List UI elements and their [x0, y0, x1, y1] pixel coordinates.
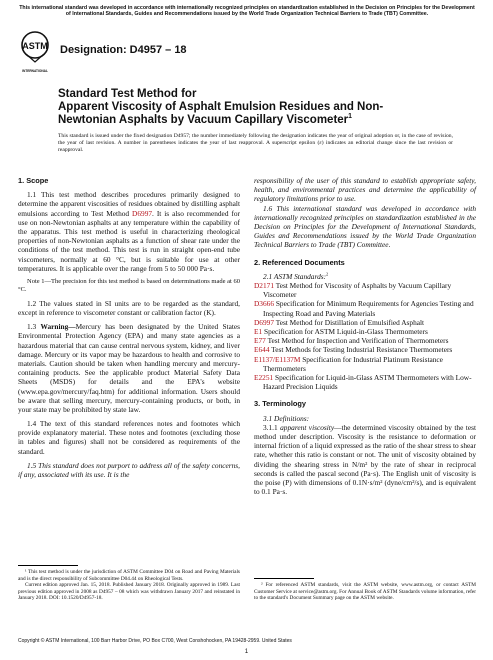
- left-column: [18, 176, 240, 479]
- paragraph-1-2: 1.2 The values stated in SI units are to be regarded as the standard, except in reference to viscometer constant or calibration factor (K).: [18, 299, 240, 318]
- intro-statement: This international standard was developed in accordance with internationally recognized principles on standardization established in the Decision on Principles for the Development of International Standards, Guides and Recommendations issued by the World Trade Organization Technical Barriers to Trade (TBT) Committee.: [19, 5, 475, 18]
- paragraph-1-4: 1.4 The text of this standard references notes and footnotes which provide explanatory material. These notes and footnotes (excluding those in tables and figures) shall not be considered as requirements of the standard.: [18, 419, 240, 456]
- reference-item: D3666 Specification for Minimum Requirements for Agencies Testing and Inspecting Road and Paving Materials: [254, 299, 474, 318]
- paragraph-1-6: 1.6 This international standard was developed in accordance with internationally recognized principles on standardization established in the Decision on Principles for the Development of International Standards, Guides and Recommendations issued by the World Trade Organization Technical Barriers to Trade (TBT) Committee.: [254, 203, 476, 250]
- reference-code-link[interactable]: E2251: [254, 373, 274, 383]
- paragraph-1-5-continued: responsibility of the user of this standard to establish appropriate safety, health, and environmental practices and determine the applicability of regulatory limitations prior to use.: [254, 176, 476, 204]
- reference-code-link[interactable]: E1137/E1137M: [254, 354, 301, 364]
- references-subheading: 2.1 ASTM Standards:$^2$: [263, 271, 329, 281]
- title-line-3: Newtonian Asphalts by Vacuum Capillary Viscometer$^1$: [58, 113, 352, 127]
- astm-logo-icon: [20, 30, 50, 76]
- footnote-rule: [18, 565, 78, 566]
- footnotes-left: [18, 565, 240, 602]
- reference-item: E77 Test Method for Inspection and Verification of Thermometers: [254, 336, 449, 346]
- terminology-subheading: 3.1 Definitions:: [263, 413, 310, 423]
- footnote-2: ² For referenced ASTM standards, visit the ASTM website, www.astm.org, or contact ASTM Customer Service at service@astm.org. For Annual Book of ASTM Standards volume information, refer to the standard's Document Summary page on the ASTM website.: [254, 582, 476, 601]
- footnote-rule: [254, 578, 314, 579]
- paragraph-1-5: 1.5 This standard does not purport to address all of the safety concerns, if any, associated with its use. It is the: [18, 460, 240, 479]
- reference-code-link[interactable]: E77: [254, 336, 266, 346]
- link-d6997[interactable]: D6997: [132, 208, 153, 218]
- reference-item: D2171 Test Method for Viscosity of Asphalts by Vacuum Capillary Viscometer: [254, 281, 452, 300]
- section-heading-terminology: 3. Terminology: [254, 399, 307, 409]
- document-title: [58, 88, 458, 128]
- section-heading-scope: 1. Scope: [18, 176, 49, 185]
- page-number: 1: [244, 648, 249, 655]
- footnote-1: ¹ This test method is under the jurisdiction of ASTM Committee D04 on Road and Paving Materials and is the direct responsibility of Subcommittee D04.44 on Rheological Tests.: [18, 569, 240, 582]
- title-line-1: Standard Test Method for: [58, 88, 197, 100]
- reference-code-link[interactable]: E644: [254, 345, 270, 355]
- reference-item: E2251 Specification for Liquid-in-Glass ASTM Thermometers with Low-Hazard Precision Liquids: [254, 373, 472, 392]
- reference-code-link[interactable]: D2171: [254, 281, 274, 291]
- designation: Designation: D4957 – 18: [60, 44, 187, 56]
- reference-code-link[interactable]: D6997: [254, 317, 274, 327]
- reference-list: [254, 281, 476, 391]
- footnote-1-edition: Current edition approved Jan. 15, 2018. Published January 2018. Originally approved in 1989. Last previous edition approved in 2008 as D4957 – 08 which was withdrawn January 2017 and reinstated in January 2018. DOI: 10.1520/D4957-18.: [18, 582, 240, 601]
- paragraph-1-1: 1.1 This test method describes procedures primarily designed to determine the apparent viscosities of residues obtained by distilling asphalt emulsions according to Test Method D6997. It is also recommended for use on non-Newtonian asphalts at any temperature within the capability of the apparatus. This test method is useful in characterizing rheological properties of non-Newtonian asphalts as a function of shear rate under the conditions of the test method. This test is run in straight open-end tube viscometers, normally at 60 °C, but is suitable for use at other temperatures. It is applicable over the range from 5 to 50 000 Pa·s.: [18, 190, 240, 273]
- copyright-line: Copyright © ASTM International, 100 Barr Harbor Drive, PO Box C700, West Conshohocken, PA 19428-2959. United States: [18, 638, 292, 644]
- paragraph-1-3: 1.3 Warning—Mercury has been designated by the United States Environmental Protection Agency (EPA) and many state agencies as a hazardous material that can cause central nervous system, kidney, and liver damage. Mercury or its vapor may be hazardous to health and corrosive to materials. Caution should be taken when handling mercury and mercury-containing products. See the applicable product Material Safety Data Sheets (MSDS) for details and the EPA's website (www.epa.gov/mercury/faq.htm) for additional information. Users should be aware that selling mercury, mercury-containing products, or both, in your state may be prohibited by state law.: [18, 322, 240, 415]
- reference-item: D6997 Test Method for Distillation of Emulsified Asphalt: [254, 317, 425, 327]
- title-line-2: Apparent Viscosity of Asphalt Emulsion Residues and Non-: [58, 101, 384, 114]
- designation-note: This standard is issued under the fixed designation D4957; the number immediately following the designation indicates the year of original adoption or, in the case of revision, the year of last revision. A number in parentheses indicates the year of last reapproval. A superscript epsilon (ε) indicates an editorial change since the last revision or reapproval.: [58, 133, 453, 153]
- reference-item: E1137/E1137M Specification for Industrial Platinum Resistance Thermometers: [254, 354, 443, 373]
- section-heading-references: 2. Referenced Documents: [254, 257, 345, 267]
- note-1: Note 1—The precision for this test method is based on determinations made at 60 °C.: [18, 277, 240, 294]
- logo-subtext: INTERNATIONAL: [22, 69, 48, 73]
- footnotes-right: [254, 578, 476, 602]
- reference-code-link[interactable]: E1: [254, 327, 263, 337]
- right-column: [254, 176, 476, 497]
- definition-apparent-viscosity: 3.1.1 apparent viscosity—the determined viscosity obtained by the test method under description. Viscosity is the resistance to deformation or internal friction of a liquid expressed as the ratio of the shear stress to shear rate, whether this ratio is constant or not. The unit of viscosity obtained by dividing the shearing stress in N/m² by the rate of shear in reciprocal seconds is called the pascal second (Pa·s). The English unit of viscosity is the poise (P) with dimensions of 0.1N·s/m² (dyne/cm²/s), and is equivalent to 0.1 Pa·s.: [254, 422, 476, 497]
- reference-item: E1 Specification for ASTM Liquid-in-Glass Thermometers: [254, 327, 428, 337]
- reference-code-link[interactable]: D3666: [254, 299, 274, 309]
- logo-wordmark: ASTM: [22, 41, 48, 51]
- reference-item: E644 Test Methods for Testing Industrial Resistance Thermometers: [254, 345, 453, 355]
